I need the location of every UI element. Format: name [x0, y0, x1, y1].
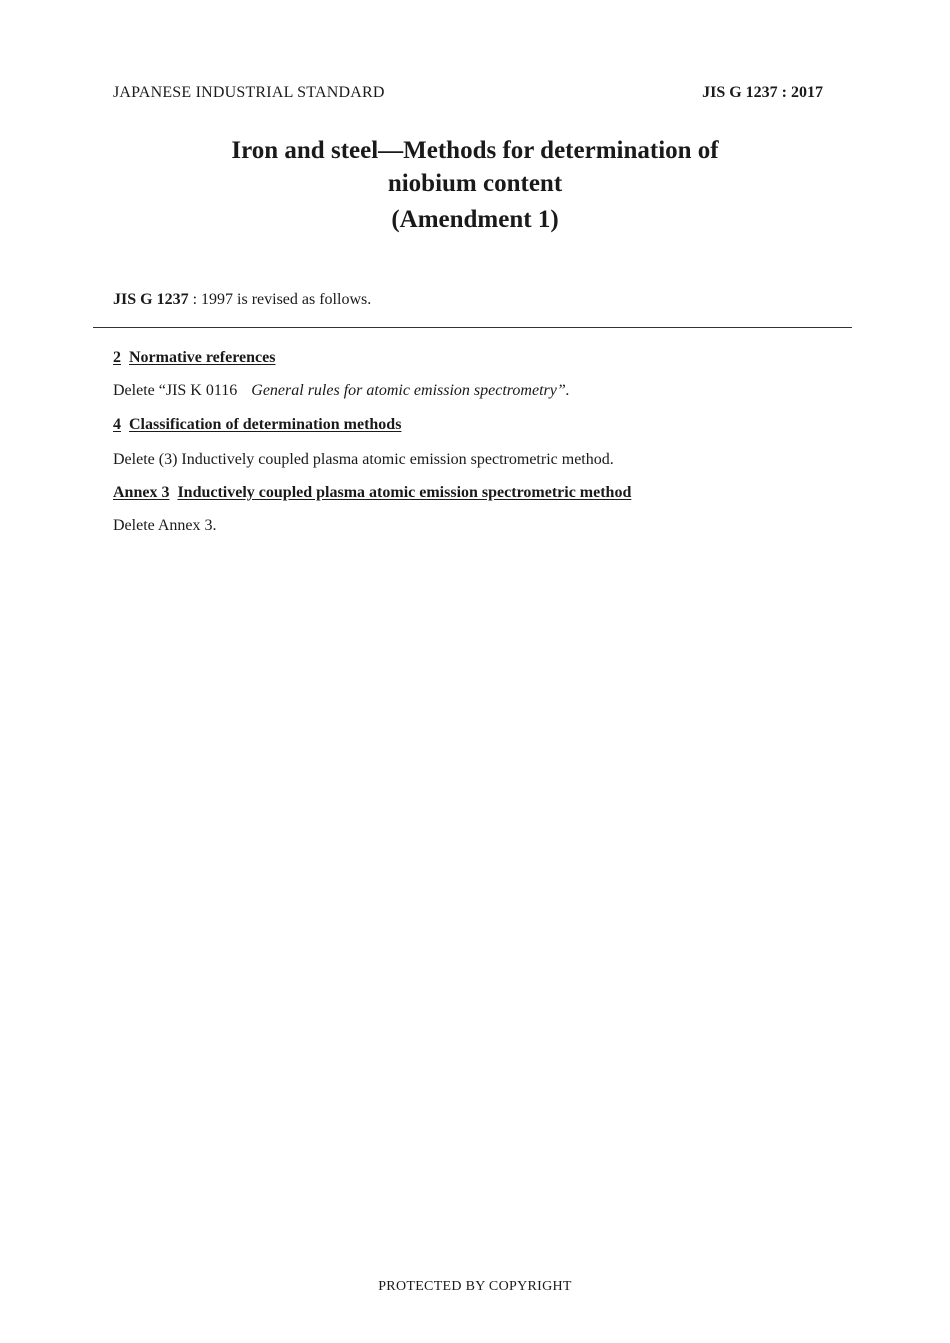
section-heading-text: Inductively coupled plasma atomic emission spectrometric method: [177, 484, 632, 501]
section-number: 4: [113, 416, 121, 433]
section-heading-text: Normative references: [129, 349, 276, 366]
section-heading-text: Classification of determination methods: [129, 416, 402, 433]
header-standard-label: JAPANESE INDUSTRIAL STANDARD: [113, 84, 385, 101]
section-body-prefix: Delete “JIS K 0116: [113, 382, 238, 399]
section-body-annex-3: Delete Annex 3.: [113, 517, 217, 534]
revision-statement: [113, 291, 371, 309]
amendment-label: (Amendment 1): [391, 206, 559, 233]
section-heading-normative-references: [113, 349, 275, 367]
header-standard-number: JIS G 1237 : 2017: [702, 84, 823, 101]
section-body-classification: Delete (3) Inductively coupled plasma atomic emission spectrometric method.: [113, 451, 614, 468]
section-number: 2: [113, 349, 121, 366]
section-body-italic: General rules for atomic emission spectrometry”.: [251, 382, 570, 399]
title-line-1: Iron and steel—Methods for determination of: [231, 137, 719, 164]
revision-code: JIS G 1237: [113, 291, 189, 308]
section-heading-classification: [113, 416, 401, 434]
section-body-normative-references: [113, 382, 570, 400]
divider-rule: [93, 327, 852, 328]
title-line-2: niobium content: [387, 170, 563, 197]
section-number: Annex 3: [113, 484, 170, 501]
revision-text: : 1997 is revised as follows.: [188, 291, 372, 308]
document-title: [0, 134, 950, 200]
section-heading-annex-3: [113, 484, 631, 502]
copyright-footer: PROTECTED BY COPYRIGHT: [378, 1279, 572, 1294]
